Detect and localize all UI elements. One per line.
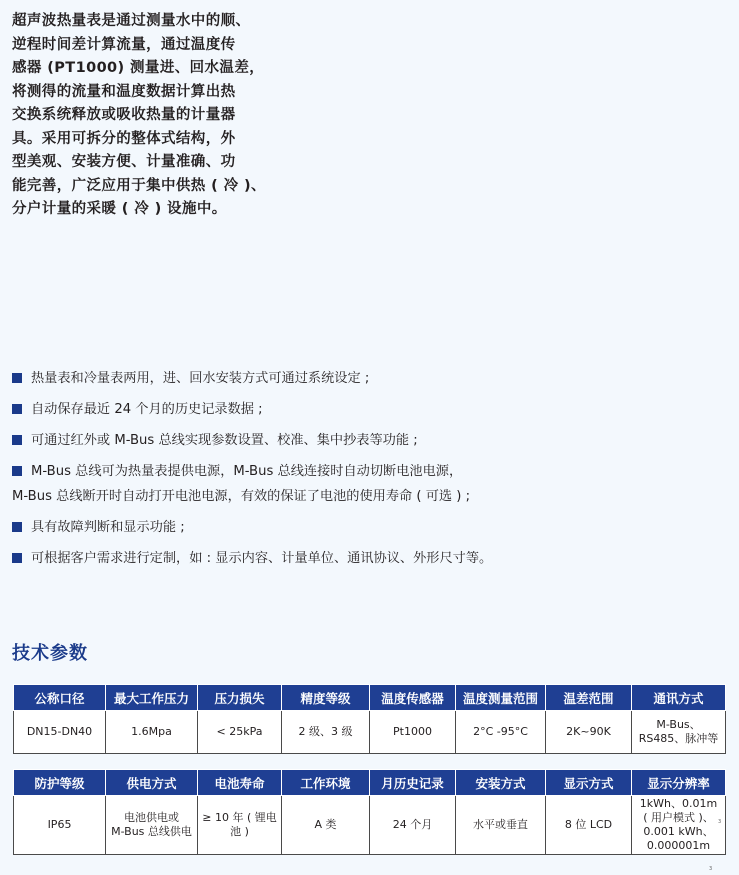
feature-text: M-Bus 总线可为热量表提供电源，M-Bus 总线连接时自动切断电池电源， — [31, 464, 463, 479]
table-row — [14, 711, 726, 754]
table-cell: 8 位 LCD — [546, 796, 632, 855]
feature-item — [12, 548, 732, 579]
feature-text: 可根据客户需求进行定制，如 : 显示内容、计量单位、通讯协议、外形尺寸等。 — [31, 551, 493, 566]
table-cell: IP65 — [14, 796, 106, 855]
table-header: 公称口径 — [14, 685, 106, 711]
table-cell: 1kWh、0.01m ( 用户模式 )、 0.001 kWh、 0.000001m — [632, 796, 726, 855]
table-header: 最大工作压力 — [106, 685, 198, 711]
table-header: 月历史记录 — [370, 770, 456, 796]
feature-text: 具有故障判断和显示功能 ; — [31, 520, 185, 535]
spec-table-1 — [13, 684, 726, 754]
table-header: 显示分辨率 — [632, 770, 726, 796]
table-header: 压力损失 — [198, 685, 282, 711]
table-cell: 电池供电或 M-Bus 总线供电 — [106, 796, 198, 855]
table-cell: 2°C -95°C — [456, 711, 546, 754]
table-cell: 水平或垂直 — [456, 796, 546, 855]
table-cell: 2K~90K — [546, 711, 632, 754]
feature-text: 热量表和冷量表两用，进、回水安装方式可通过系统设定 ; — [31, 371, 370, 386]
square-bullet-icon — [12, 466, 22, 476]
feature-text: 可通过红外或 M-Bus 总线实现参数设置、校准、集中抄表等功能 ; — [31, 433, 418, 448]
table-header: 温度传感器 — [370, 685, 456, 711]
table-cell: Pt1000 — [370, 711, 456, 754]
intro-paragraph: 超声波热量表是通过测量水中的顺、 逆程时间差计算流量，通过温度传 感器 (PT1000) 测量进、回水温差， 将测得的流量和温度数据计算出热 交换系统释放或吸收热量的计量器 具。采用可拆分的整体式结构，外 型美观、安装方便、计量准确、功 能完善，广泛应用于集中供热 ( 冷 )、 分户计量的采暖 ( 冷 ) 设施中。 — [12, 13, 266, 217]
feature-item-continuation — [12, 486, 732, 517]
table-header: 显示方式 — [546, 770, 632, 796]
table-cell: A 类 — [282, 796, 370, 855]
table-header: 供电方式 — [106, 770, 198, 796]
feature-item — [12, 399, 732, 430]
table-header: 安装方式 — [456, 770, 546, 796]
feature-text: 自动保存最近 24 个月的历史记录数据 ; — [31, 402, 263, 417]
feature-item — [12, 368, 732, 399]
table-header: 工作环境 — [282, 770, 370, 796]
section-title: 技术参数 — [12, 643, 88, 664]
table-header: 温度测量范围 — [456, 685, 546, 711]
spec-table-2 — [13, 769, 726, 855]
table-cell: 24 个月 — [370, 796, 456, 855]
table-header: 温差范围 — [546, 685, 632, 711]
table-cell: ≥ 10 年 ( 锂电池 ) — [198, 796, 282, 855]
table-cell: < 25kPa — [198, 711, 282, 754]
square-bullet-icon — [12, 553, 22, 563]
table-cell: DN15-DN40 — [14, 711, 106, 754]
table-cell: M-Bus、 RS485、脉冲等 — [632, 711, 726, 754]
table-header-row — [14, 685, 726, 711]
feature-item — [12, 430, 732, 461]
page-number: 3 — [709, 866, 713, 872]
table-header-row — [14, 770, 726, 796]
table-header: 防护等级 — [14, 770, 106, 796]
square-bullet-icon — [12, 522, 22, 532]
feature-text: M-Bus 总线断开时自动打开电池电源，有效的保证了电池的使用寿命 ( 可选 ) ; — [12, 489, 471, 504]
square-bullet-icon — [12, 435, 22, 445]
footnote-mark: 3 — [718, 819, 722, 825]
feature-list — [12, 368, 732, 579]
table-cell: 1.6Mpa — [106, 711, 198, 754]
table-cell: 2 级、3 级 — [282, 711, 370, 754]
table-header: 通讯方式 — [632, 685, 726, 711]
square-bullet-icon — [12, 404, 22, 414]
table-header: 电池寿命 — [198, 770, 282, 796]
table-row — [14, 796, 726, 855]
feature-item — [12, 517, 732, 548]
square-bullet-icon — [12, 373, 22, 383]
table-header: 精度等级 — [282, 685, 370, 711]
